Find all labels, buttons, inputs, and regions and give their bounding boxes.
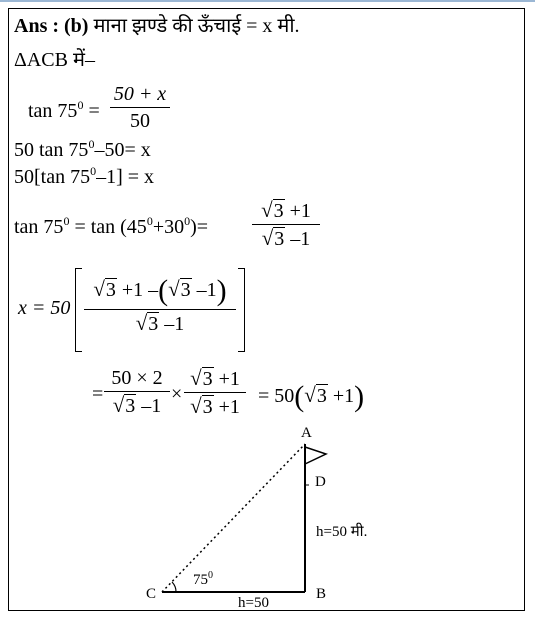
eq4-den-rest: –1: [285, 228, 311, 250]
eq1-tan: tan 75: [28, 100, 78, 122]
eq4-den-root: 3: [274, 228, 285, 250]
eq6-equals: =: [92, 383, 104, 405]
eq6-result: = 50(√3 +1): [258, 380, 365, 413]
eq6-result-text: = 50: [258, 385, 295, 407]
angle-value: 75: [193, 572, 208, 588]
eq6-f1-num: 50 × 2: [111, 367, 163, 389]
eq6-f2-den-rest: +1: [213, 396, 240, 418]
eq6-f2-den: √3 +1: [190, 394, 240, 418]
eq6-f1-den-rest: –1: [136, 395, 162, 417]
eq5-numerator: √3 +1 –(√3 –1): [93, 274, 227, 307]
eq2-exp: 0: [88, 137, 95, 151]
hypotenuse-line: [162, 444, 305, 592]
eq5-mid: +1 –: [116, 279, 159, 301]
eq6-f2-num-rest: +1: [213, 368, 240, 390]
eq5-root-a: 3: [105, 279, 116, 301]
eq6-res-rest: +1: [327, 385, 355, 407]
eq6-f1-den-root: 3: [125, 395, 136, 417]
flag-shape: [305, 447, 326, 464]
answer-statement: माना झण्डे की ऊँचाई = x मी.: [93, 15, 300, 37]
eq6-f2-num: √3 +1: [190, 366, 240, 390]
eq1-numerator: 50 + x: [113, 83, 167, 105]
eq4-a: tan 75: [14, 216, 64, 238]
eq1-exp: 0: [77, 98, 84, 112]
eq4-exp3: 0: [184, 214, 191, 228]
eq4-num-root: 3: [273, 200, 284, 222]
eq2-text: 50 tan 75: [14, 139, 89, 161]
angle-label: [193, 572, 213, 589]
eq3-exp: 0: [90, 164, 97, 178]
point-b-label: B: [316, 586, 327, 602]
eq6-f2-den-root: 3: [202, 396, 213, 418]
eq4-d: )=: [190, 216, 209, 238]
point-c-label: C: [146, 586, 157, 602]
point-a-label: A: [301, 425, 312, 441]
angle-exp: 0: [208, 570, 213, 581]
eq4-exp2: 0: [146, 214, 153, 228]
eq6-times: ×: [171, 383, 183, 405]
eq5-lhs: x = 50: [18, 297, 71, 319]
eq5-root-b: 3: [180, 279, 191, 301]
eq4-num-rest: +1: [284, 200, 311, 222]
point-d-label: D: [315, 474, 326, 490]
eq6-f2-num-root: 3: [202, 368, 213, 390]
eq5-denominator: √3 –1: [135, 311, 185, 335]
eq4-denominator: √3 –1: [261, 226, 311, 250]
eq5-den-rest: –1: [159, 313, 185, 335]
eq5-tail: –1: [191, 279, 217, 301]
eq1-denominator: 50: [130, 110, 150, 132]
eq4-c: +30: [152, 216, 185, 238]
base-label: h=50: [238, 595, 269, 611]
eq1-equals: =: [88, 100, 100, 122]
eq3-a: 50[tan 75: [14, 166, 91, 188]
eq4-b: = tan (45: [69, 216, 147, 238]
eq6-f1-den: √3 –1: [112, 393, 162, 417]
eq2-rest: –50= x: [94, 139, 151, 161]
answer-prefix: Ans : (b): [14, 15, 89, 37]
eq3-b: –1] = x: [96, 166, 155, 188]
eq6-res-root: 3: [316, 385, 327, 407]
eq5-den-root: 3: [148, 313, 159, 335]
eq4-numerator: √3 +1: [261, 198, 311, 222]
angle-arc: [172, 582, 176, 592]
height-label: h=50 मी.: [316, 524, 368, 540]
triangle-label: ΔACB में–: [14, 49, 95, 71]
eq4-exp1: 0: [63, 214, 70, 228]
